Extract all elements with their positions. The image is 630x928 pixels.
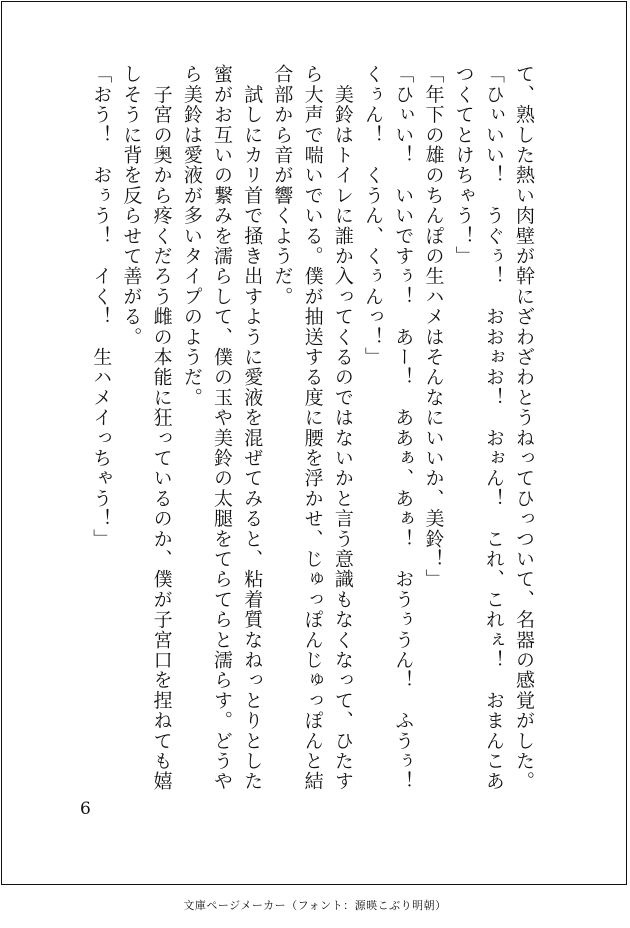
text-line: しそうに背を反らせて善がる。 <box>120 64 143 347</box>
text-line: 「ひぃいい！ うぐぅ！ おおぉお！ おぉん！ これ、これぇ！ おまんこあ <box>482 64 505 792</box>
vertical-text-body <box>86 64 539 792</box>
text-line: 「ひぃい！ いいですぅ！ あー！ ああぁ、あぁ！ おうぅうん！ ふうぅ！ <box>392 64 415 792</box>
text-line: つくてとけちゃう！」 <box>452 64 475 266</box>
text-line: ら大声で喘いでいる。僕が抽送する度に腰を浮かせ、じゅっぽんじゅっぽんと結 <box>301 64 324 792</box>
text-line: くぅん！ くうん、くぅんっ！」 <box>362 64 385 367</box>
text-line: 「おう！ おぅう！ イく！ 生ハメイっちゃう！」 <box>90 64 113 549</box>
footer-caption: 文庫ページメーカー（フォント：源暎こぶり明朝） <box>183 899 447 912</box>
text-line: 合部から音が響くようだ。 <box>271 64 294 307</box>
text-line: 子宮の奥から疼くだろう雌の本能に狂っているのか、僕が子宮口を捏ねても嬉 <box>150 64 173 792</box>
text-line: ら美鈴は愛液が多いタイプのようだ。 <box>180 64 203 408</box>
text-line: て、熟した熱い肉壁が幹にざわざわとうねってひっついて、名器の感覚がした。 <box>513 64 536 792</box>
text-line: 美鈴はトイレに誰か入ってくるのではないかと言う意識もなくなって、ひたす <box>331 64 354 792</box>
page-frame <box>1 1 627 885</box>
text-line: 試しにカリ首で掻き出すように愛液を混ぜてみると、粘着質なねっとりとした <box>241 64 264 792</box>
text-line: 「年下の雄のちんぽの生ハメはそんなにいいか、美鈴！」 <box>422 64 445 590</box>
text-line: 蜜がお互いの繋みを濡らして、僕の玉や美鈴の太腿をてらてらと濡らす。どうや <box>211 64 234 792</box>
page-number: 6 <box>80 799 91 819</box>
